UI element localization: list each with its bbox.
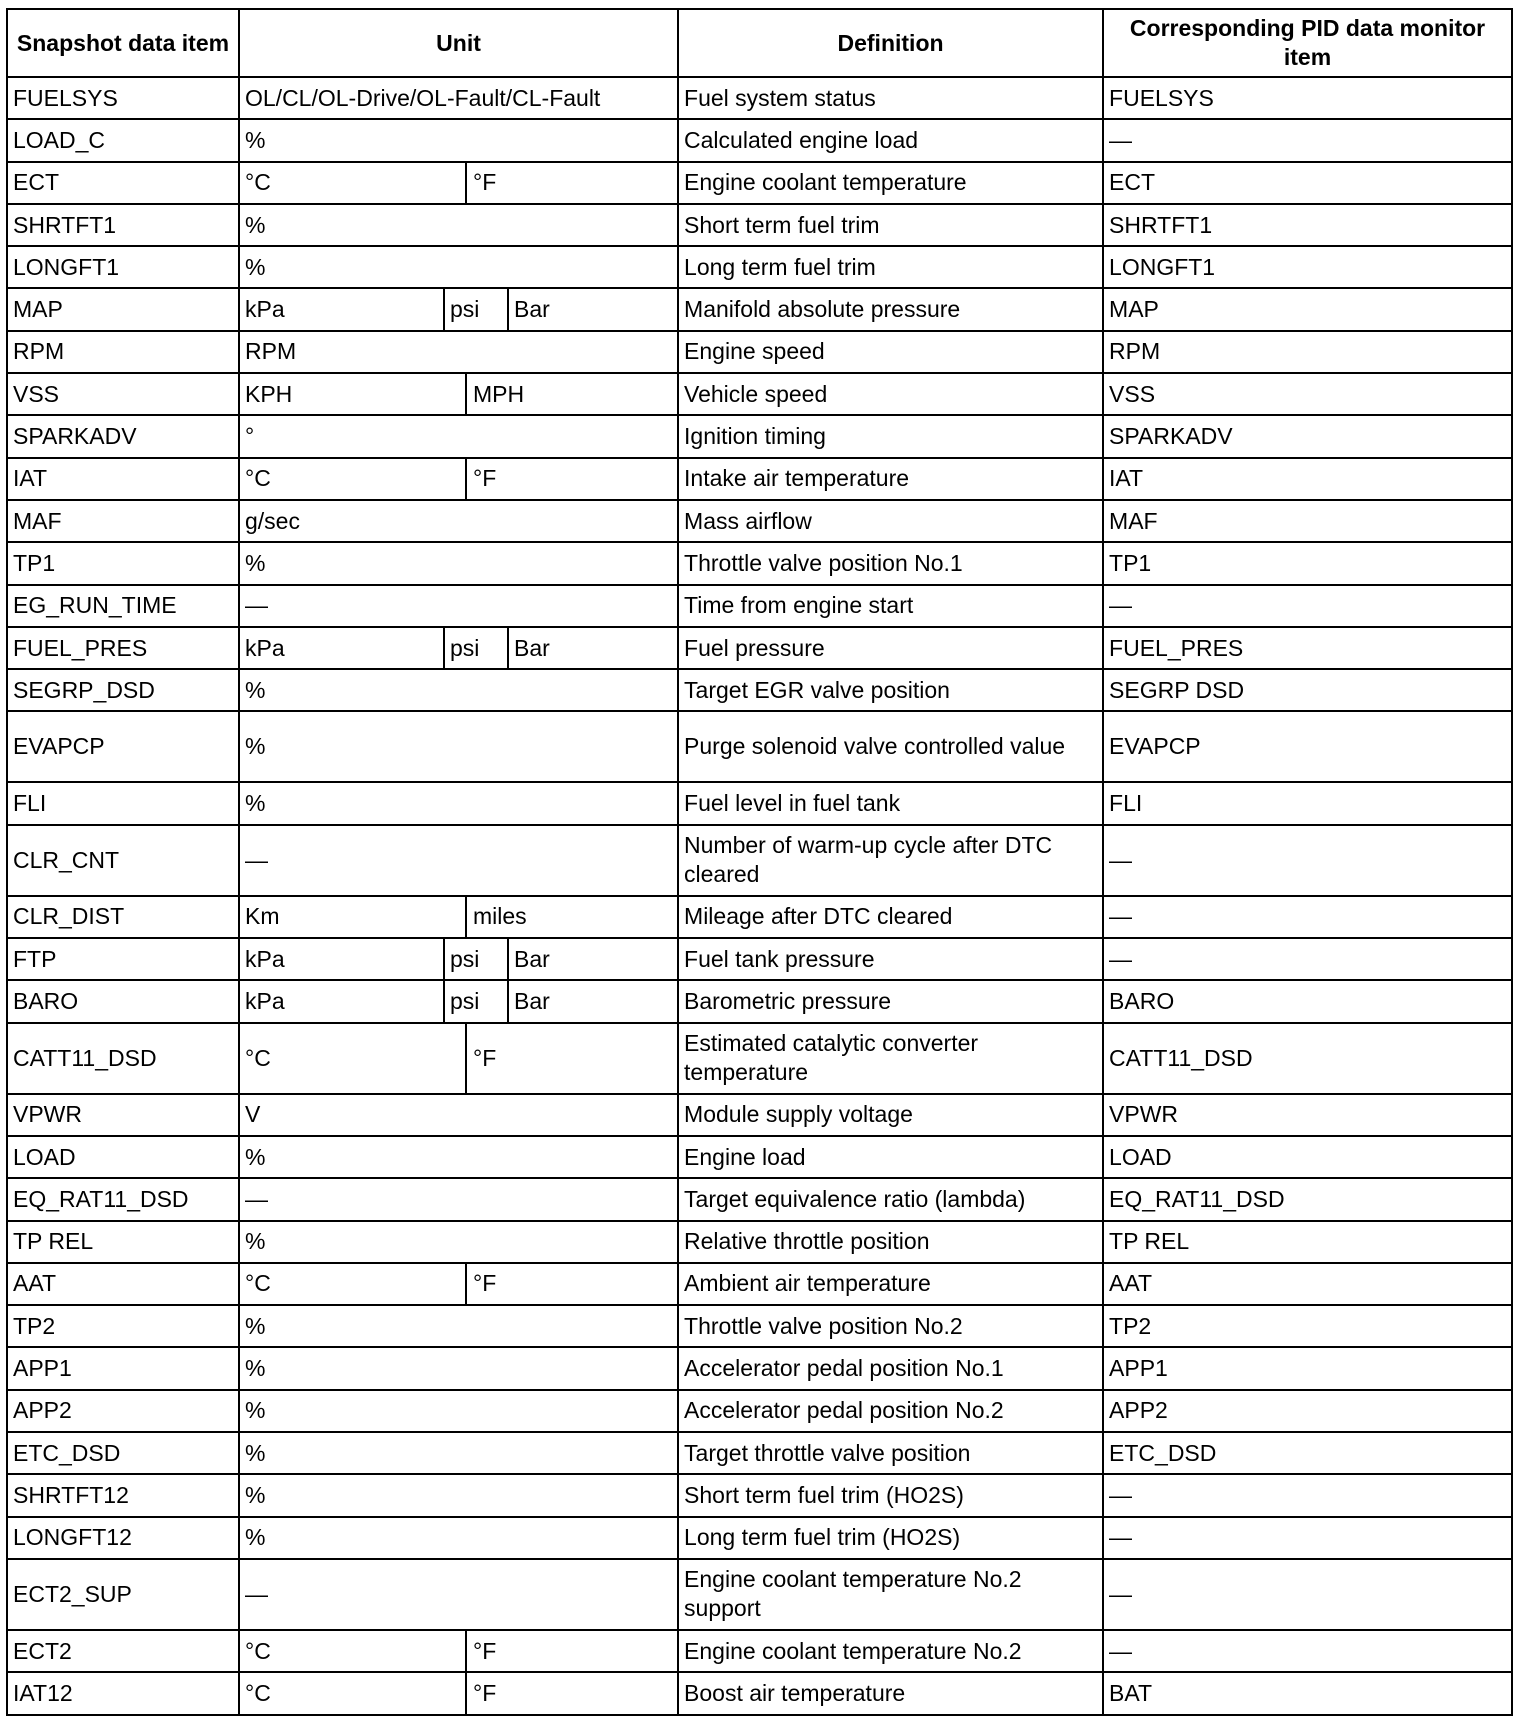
pid-item-cell: BARO	[1103, 980, 1512, 1022]
unit-metric-cell: °C	[239, 1672, 466, 1714]
snapshot-item-cell: RPM	[7, 331, 239, 373]
definition-cell: Manifold absolute pressure	[678, 288, 1103, 330]
definition-cell: Accelerator pedal position No.2	[678, 1390, 1103, 1432]
unit-cell: —	[239, 825, 678, 896]
snapshot-item-cell: EG_RUN_TIME	[7, 585, 239, 627]
unit-cell: %	[239, 1390, 678, 1432]
definition-cell: Engine speed	[678, 331, 1103, 373]
pid-item-cell: ECT	[1103, 162, 1512, 204]
table-row	[7, 331, 1512, 373]
unit-cell: RPM	[239, 331, 678, 373]
unit-cell: %	[239, 711, 678, 782]
snapshot-item-cell: LONGFT1	[7, 246, 239, 288]
definition-cell: Throttle valve position No.1	[678, 542, 1103, 584]
pid-item-cell: FUEL_PRES	[1103, 627, 1512, 669]
snapshot-item-cell: LONGFT12	[7, 1517, 239, 1559]
unit-bar-cell: Bar	[508, 980, 678, 1022]
unit-psi-cell: psi	[444, 627, 508, 669]
table-row	[7, 1630, 1512, 1672]
pid-item-cell: AAT	[1103, 1263, 1512, 1305]
unit-cell: %	[239, 1347, 678, 1389]
definition-cell: Engine coolant temperature No.2	[678, 1630, 1103, 1672]
pid-item-cell: MAP	[1103, 288, 1512, 330]
unit-cell: %	[239, 1305, 678, 1347]
snapshot-item-cell: FTP	[7, 938, 239, 980]
unit-kpa-cell: kPa	[239, 938, 444, 980]
unit-psi-cell: psi	[444, 288, 508, 330]
unit-metric-cell: °C	[239, 1263, 466, 1305]
unit-imperial-cell: °F	[466, 1023, 678, 1094]
pid-item-cell: MAF	[1103, 500, 1512, 542]
unit-bar-cell: Bar	[508, 288, 678, 330]
unit-cell: %	[239, 119, 678, 161]
table-row	[7, 627, 1512, 669]
header-pid-item: Corresponding PID data monitor item	[1103, 9, 1512, 77]
definition-cell: Boost air temperature	[678, 1672, 1103, 1714]
pid-item-cell: EVAPCP	[1103, 711, 1512, 782]
definition-cell: Relative throttle position	[678, 1221, 1103, 1263]
definition-cell: Short term fuel trim	[678, 204, 1103, 246]
header-snapshot-item: Snapshot data item	[7, 9, 239, 77]
table-row	[7, 1672, 1512, 1714]
snapshot-item-cell: VPWR	[7, 1094, 239, 1136]
pid-item-cell: —	[1103, 119, 1512, 161]
definition-cell: Time from engine start	[678, 585, 1103, 627]
unit-cell: %	[239, 1517, 678, 1559]
definition-cell: Fuel system status	[678, 77, 1103, 119]
unit-cell: —	[239, 585, 678, 627]
pid-item-cell: —	[1103, 1559, 1512, 1630]
snapshot-item-cell: EQ_RAT11_DSD	[7, 1178, 239, 1220]
unit-metric-cell: °C	[239, 1023, 466, 1094]
pid-item-cell: SPARKADV	[1103, 415, 1512, 457]
snapshot-item-cell: SHRTFT12	[7, 1474, 239, 1516]
snapshot-item-cell: MAF	[7, 500, 239, 542]
unit-imperial-cell: °F	[466, 458, 678, 500]
unit-psi-cell: psi	[444, 938, 508, 980]
unit-cell: —	[239, 1559, 678, 1630]
unit-kpa-cell: kPa	[239, 980, 444, 1022]
table-row	[7, 119, 1512, 161]
pid-item-cell: IAT	[1103, 458, 1512, 500]
unit-bar-cell: Bar	[508, 938, 678, 980]
table-row	[7, 669, 1512, 711]
unit-cell: —	[239, 1178, 678, 1220]
pid-item-cell: TP REL	[1103, 1221, 1512, 1263]
table-row	[7, 1178, 1512, 1220]
definition-cell: Module supply voltage	[678, 1094, 1103, 1136]
snapshot-data-table	[6, 8, 1513, 1716]
pid-item-cell: APP2	[1103, 1390, 1512, 1432]
definition-cell: Target EGR valve position	[678, 669, 1103, 711]
definition-cell: Barometric pressure	[678, 980, 1103, 1022]
pid-item-cell: LOAD	[1103, 1136, 1512, 1178]
table-row	[7, 1432, 1512, 1474]
pid-item-cell: —	[1103, 896, 1512, 938]
unit-kpa-cell: kPa	[239, 288, 444, 330]
unit-cell: %	[239, 1221, 678, 1263]
snapshot-item-cell: APP1	[7, 1347, 239, 1389]
pid-item-cell: VPWR	[1103, 1094, 1512, 1136]
pid-item-cell: —	[1103, 1474, 1512, 1516]
snapshot-item-cell: ETC_DSD	[7, 1432, 239, 1474]
table-row	[7, 1136, 1512, 1178]
unit-metric-cell: KPH	[239, 373, 466, 415]
unit-imperial-cell: °F	[466, 1672, 678, 1714]
definition-cell: Mass airflow	[678, 500, 1103, 542]
snapshot-item-cell: CATT11_DSD	[7, 1023, 239, 1094]
snapshot-item-cell: FUELSYS	[7, 77, 239, 119]
pid-item-cell: TP2	[1103, 1305, 1512, 1347]
snapshot-item-cell: LOAD	[7, 1136, 239, 1178]
snapshot-item-cell: IAT12	[7, 1672, 239, 1714]
table-row	[7, 77, 1512, 119]
snapshot-item-cell: TP2	[7, 1305, 239, 1347]
table-row	[7, 1559, 1512, 1630]
definition-cell: Intake air temperature	[678, 458, 1103, 500]
unit-imperial-cell: °F	[466, 1263, 678, 1305]
snapshot-item-cell: EVAPCP	[7, 711, 239, 782]
snapshot-item-cell: ECT2	[7, 1630, 239, 1672]
table-row	[7, 1474, 1512, 1516]
definition-cell: Throttle valve position No.2	[678, 1305, 1103, 1347]
pid-item-cell: —	[1103, 1630, 1512, 1672]
table-row	[7, 162, 1512, 204]
pid-item-cell: ETC_DSD	[1103, 1432, 1512, 1474]
definition-cell: Ambient air temperature	[678, 1263, 1103, 1305]
unit-imperial-cell: °F	[466, 162, 678, 204]
unit-imperial-cell: miles	[466, 896, 678, 938]
unit-cell: V	[239, 1094, 678, 1136]
definition-cell: Engine coolant temperature	[678, 162, 1103, 204]
pid-item-cell: —	[1103, 1517, 1512, 1559]
definition-cell: Engine load	[678, 1136, 1103, 1178]
unit-cell: %	[239, 1432, 678, 1474]
unit-cell: °	[239, 415, 678, 457]
table-row	[7, 542, 1512, 584]
pid-item-cell: LONGFT1	[1103, 246, 1512, 288]
unit-cell: %	[239, 782, 678, 824]
pid-item-cell: APP1	[1103, 1347, 1512, 1389]
unit-bar-cell: Bar	[508, 627, 678, 669]
snapshot-item-cell: ECT	[7, 162, 239, 204]
table-row	[7, 500, 1512, 542]
table-row	[7, 1094, 1512, 1136]
snapshot-item-cell: ECT2_SUP	[7, 1559, 239, 1630]
unit-cell: %	[239, 1474, 678, 1516]
pid-item-cell: SEGRP DSD	[1103, 669, 1512, 711]
snapshot-item-cell: VSS	[7, 373, 239, 415]
pid-item-cell: EQ_RAT11_DSD	[1103, 1178, 1512, 1220]
snapshot-item-cell: FUEL_PRES	[7, 627, 239, 669]
table-row	[7, 585, 1512, 627]
unit-cell: OL/CL/OL-Drive/OL-Fault/CL-Fault	[239, 77, 678, 119]
unit-cell: g/sec	[239, 500, 678, 542]
table-row	[7, 1305, 1512, 1347]
table-row	[7, 825, 1512, 896]
table-row	[7, 1023, 1512, 1094]
snapshot-item-cell: FLI	[7, 782, 239, 824]
table-row	[7, 204, 1512, 246]
table-row	[7, 896, 1512, 938]
unit-cell: %	[239, 669, 678, 711]
snapshot-item-cell: APP2	[7, 1390, 239, 1432]
definition-cell: Estimated catalytic converter temperature	[678, 1023, 1103, 1094]
definition-cell: Fuel level in fuel tank	[678, 782, 1103, 824]
definition-cell: Vehicle speed	[678, 373, 1103, 415]
table-row	[7, 782, 1512, 824]
pid-item-cell: CATT11_DSD	[1103, 1023, 1512, 1094]
unit-cell: %	[239, 1136, 678, 1178]
definition-cell: Target equivalence ratio (lambda)	[678, 1178, 1103, 1220]
unit-cell: %	[239, 542, 678, 584]
table-row	[7, 938, 1512, 980]
snapshot-item-cell: MAP	[7, 288, 239, 330]
snapshot-item-cell: BARO	[7, 980, 239, 1022]
table-row	[7, 458, 1512, 500]
unit-metric-cell: °C	[239, 1630, 466, 1672]
table-row	[7, 246, 1512, 288]
definition-cell: Purge solenoid valve controlled value	[678, 711, 1103, 782]
definition-cell: Fuel tank pressure	[678, 938, 1103, 980]
pid-item-cell: VSS	[1103, 373, 1512, 415]
definition-cell: Long term fuel trim (HO2S)	[678, 1517, 1103, 1559]
table-row	[7, 373, 1512, 415]
unit-imperial-cell: °F	[466, 1630, 678, 1672]
definition-cell: Engine coolant temperature No.2 support	[678, 1559, 1103, 1630]
unit-cell: %	[239, 246, 678, 288]
pid-item-cell: BAT	[1103, 1672, 1512, 1714]
definition-cell: Ignition timing	[678, 415, 1103, 457]
snapshot-item-cell: TP1	[7, 542, 239, 584]
snapshot-item-cell: LOAD_C	[7, 119, 239, 161]
header-row	[7, 9, 1512, 77]
snapshot-item-cell: IAT	[7, 458, 239, 500]
unit-metric-cell: Km	[239, 896, 466, 938]
definition-cell: Calculated engine load	[678, 119, 1103, 161]
snapshot-item-cell: AAT	[7, 1263, 239, 1305]
table-row	[7, 1390, 1512, 1432]
header-definition: Definition	[678, 9, 1103, 77]
header-unit: Unit	[239, 9, 678, 77]
table-row	[7, 1517, 1512, 1559]
table-row	[7, 711, 1512, 782]
unit-metric-cell: °C	[239, 458, 466, 500]
table-row	[7, 288, 1512, 330]
pid-item-cell: RPM	[1103, 331, 1512, 373]
table-row	[7, 1263, 1512, 1305]
unit-cell: %	[239, 204, 678, 246]
definition-cell: Long term fuel trim	[678, 246, 1103, 288]
pid-item-cell: FLI	[1103, 782, 1512, 824]
definition-cell: Accelerator pedal position No.1	[678, 1347, 1103, 1389]
pid-item-cell: —	[1103, 825, 1512, 896]
pid-item-cell: —	[1103, 585, 1512, 627]
definition-cell: Fuel pressure	[678, 627, 1103, 669]
table-row	[7, 1221, 1512, 1263]
snapshot-item-cell: SEGRP_DSD	[7, 669, 239, 711]
unit-psi-cell: psi	[444, 980, 508, 1022]
snapshot-item-cell: TP REL	[7, 1221, 239, 1263]
table-row	[7, 415, 1512, 457]
definition-cell: Short term fuel trim (HO2S)	[678, 1474, 1103, 1516]
definition-cell: Number of warm-up cycle after DTC cleared	[678, 825, 1103, 896]
pid-item-cell: —	[1103, 938, 1512, 980]
table-body	[7, 77, 1512, 1715]
snapshot-item-cell: CLR_DIST	[7, 896, 239, 938]
definition-cell: Mileage after DTC cleared	[678, 896, 1103, 938]
snapshot-item-cell: SPARKADV	[7, 415, 239, 457]
unit-kpa-cell: kPa	[239, 627, 444, 669]
definition-cell: Target throttle valve position	[678, 1432, 1103, 1474]
pid-item-cell: TP1	[1103, 542, 1512, 584]
snapshot-item-cell: CLR_CNT	[7, 825, 239, 896]
snapshot-item-cell: SHRTFT1	[7, 204, 239, 246]
unit-metric-cell: °C	[239, 162, 466, 204]
pid-item-cell: SHRTFT1	[1103, 204, 1512, 246]
table-row	[7, 980, 1512, 1022]
unit-imperial-cell: MPH	[466, 373, 678, 415]
pid-item-cell: FUELSYS	[1103, 77, 1512, 119]
table-row	[7, 1347, 1512, 1389]
